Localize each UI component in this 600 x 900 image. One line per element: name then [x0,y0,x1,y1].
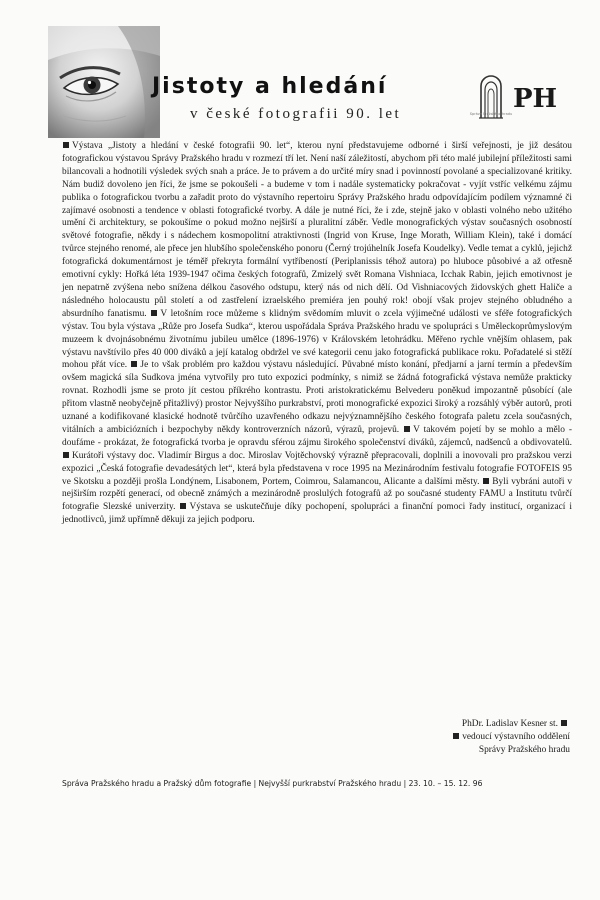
page-title: Jistoty a hledání [152,74,388,99]
bullet-square-icon [404,426,410,432]
bullet-square-icon [151,310,157,316]
bullet-square-icon [483,478,489,484]
bullet-square-icon [561,720,567,726]
footer-line: Správa Pražského hradu a Pražský dům fotografie | Nejvyšší purkrabství Pražského hradu | 23. 10. – 15. 12. 96 [62,779,483,788]
php-logo-mark: PH [513,84,558,114]
eye-photo [48,26,160,138]
paragraph-1: Výstava „Jistoty a hledání v české fotografii 90. let“, kterou nyní představujeme odborné i širší veřejnosti, je již desátou fotografickou výstavou Správy Pražského hradu v rozmezí tří let. Není naší záležitostí, abychom při této malé jubilejní příležitosti sami bilancovali a hodnotili výsledek svých snah a práce. Je to právem a do určité míry snad i povinností povolané a specializované kritiky. Nám budiž dovoleno jen říci, že jsme se pokoušeli - a budeme v tom i nadále systematicky pokračovat - vyjít vstříc velkému zájmu publika o fotografickou tvorbu a zařadit proto do výstavního repertoiru Správy Pražského hradu odpovídajícím podílem významné či zajímavé osobnosti a tendence v oblasti fotografické tvorby. A dále je nutné říci, že i zde, stejně jako v oblasti volného nebo užitého umění či architektury, se pokoušíme o pokud možno nejširší a pluralitní záběr. Vedle monografických výstav současných osobností světové fotografie, někdy i s nádechem kosmopolitní atraktivnosti (Ingrid von Kruse, Inge Morath, William Klein), také i domácí tvůrce stejného renomé, ale přece jen hlubšího společenského ponoru (Černý trojúhelník Josefa Koudelky). Vedle temat a cyklů, jejichž fotografická dokumentárnost je téměř překryta formální vytříbeností (Periplanissis téhož autora) po hluboce působivé a až otřesně emotivní cykly: Hořká léta 1939-1947 očima českých fotografů, Zmizelý svět Romana Vishniaca, Icchak Rabin, jejich emotivnost je jen nepatrně zvýšena nebo snížena délkou časového odstupu, který nás od nich dělí. Od Vishniacových židovských ghett Haliče a následného holocaustu půl století a od zastřelení izraelského premiéra jen pouhý rok! obojí však projev stejného obludného a absurdního fanatismu. [62,141,572,319]
paragraph-6: Byli vybráni autoři v nejširším rozpětí generací, od obecně známých a mezinárodně proslulých fotografů až po současné studenty FAMU a Institutu tvůrčí fotografie Slezské univerzity. [62,476,573,513]
logo-caption: Správa Pražského hradu [469,112,513,116]
signature-org: Správy Pražského hradu [478,745,570,755]
signature-block [330,718,570,757]
bullet-square-icon [180,503,186,509]
paragraph-5: Kurátoři výstavy doc. Vladimír Birgus a doc. Miroslav Vojtěchovský výrazně přepracovali, doplnili a inovovali pro pražskou verzi expozici „Česká fotografie devadesátých let“, která byla představena v roce 1995 na Mezinárodním festivalu fotografie FOTOFEIS 95 ve Skotsku a později prošla Londýnem, Lisabonem, Portem, Coimrou, Salamancou, Alicante a dalšími městy. [62,450,572,487]
paragraph-4: V takovém pojetí by se mohlo a mělo - doufáme - prokázat, že fotografická tvorba je opravdu sférou zájmu širokého společenství diváků, zájemců, nadšenců a obdivovatelů. [62,424,572,448]
signature-role: vedoucí výstavního oddělení [462,732,570,742]
bullet-square-icon [131,361,137,367]
bullet-square-icon [63,142,69,148]
bullet-square-icon [453,733,459,739]
bullet-square-icon [63,452,69,458]
php-logo [512,82,558,114]
article-body [62,140,572,527]
eye-icon [48,26,160,138]
signature-name: PhDr. Ladislav Kesner st. [461,719,558,729]
page-subtitle: v české fotografii 90. let [190,106,402,122]
paragraph-2: V letošním roce můžeme s klidným svědomím mluvit o zcela výjimečné události ve sféře fotografických výstav. Tou byla výstava „Růže pro Josefa Sudka“, kterou uspořádala Správa Pražského hradu ve spolupráci s Uměleckoprůmyslovým muzeem k dvojnásobnému životnímu jubileu umělce (1896-1976) v Královském letohrádku. Měřeno rychle vnějším ohlasem, pak výstavu navštívilo přes 40 000 diváků a její katalog obdržel ve své kategorii cenu jako fotografická publikace roku. Pořadatelé si stěží mohou přát více. [62,308,572,371]
paragraph-3: Je to však problém pro každou výstavu následující. Půvabné místo konání, předjarní a jarní termín a především ovšem magická síla Sudkova jména vytvořily pro tuto expozici podmínky, s nimiž se žádná fotografická výstava nemůže prakticky rovnat. Rozhodli jsme se proto jít cestou příkrého kontrastu. Proti aristokratickému Belvederu poněkud impozantně působící (ale přitom vlastně neobyčejně přitažlivý) prostor Nejvyššího purkrabství, proti monografické expozici široký a rozsáhlý výběr autorů, proti uznané a kodifikované klasické hodnotě tvůrčího uzavřeného odkazu nejvýznamnějšího českého fotografa paletu zcela současných, vitálních a ambiciózních i bezpochyby někdy kontroverzních názorů, výrazů, projevů. [62,360,572,435]
paragraph-7: Výstava se uskutečňuje díky pochopení, spolupráci a finanční pomoci řady institucí, organizací i jednotlivců, jimž upřímně děkuji za jejich podporu. [62,502,573,526]
